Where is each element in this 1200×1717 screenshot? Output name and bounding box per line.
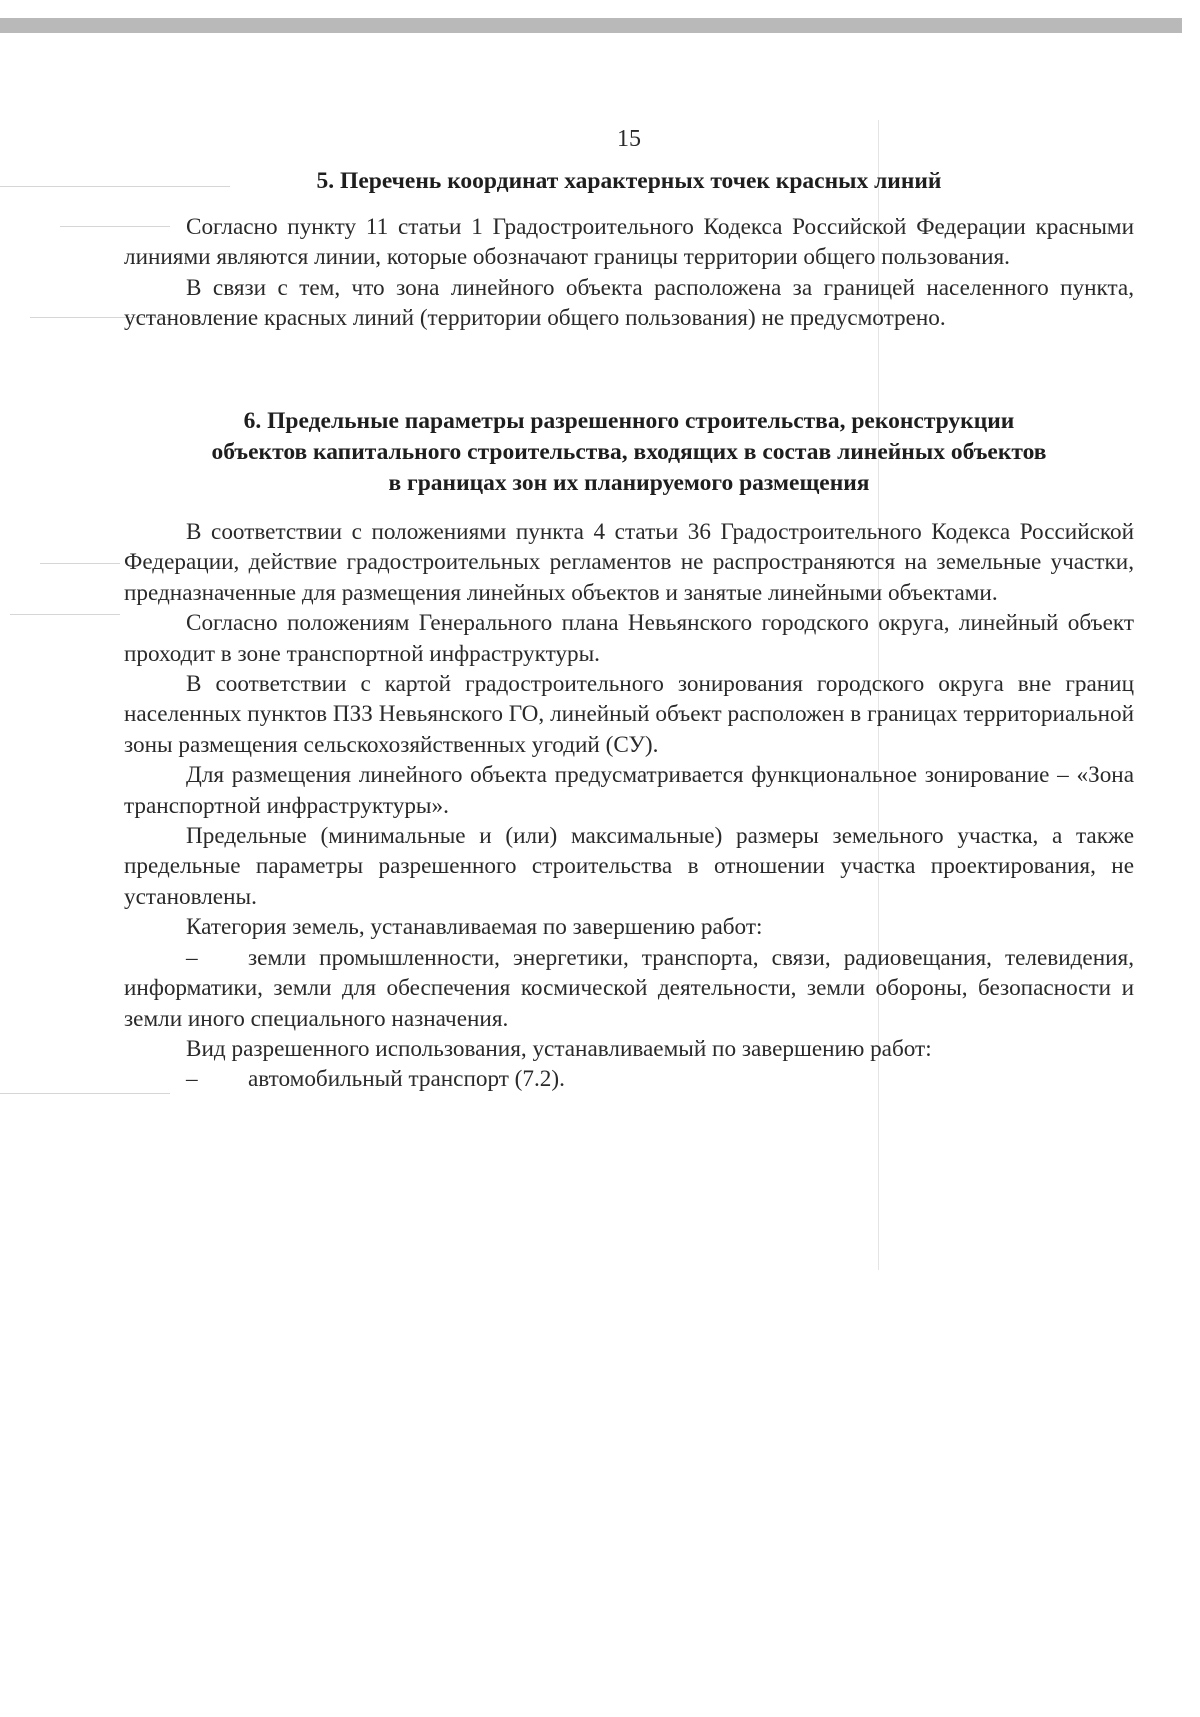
list-item-usage [124, 1064, 1134, 1094]
section-6-heading-line: объектов капитального строительства, входящих в состав линейных объектов [211, 439, 1047, 465]
scan-artifact [10, 614, 120, 615]
scan-top-bar [0, 18, 1182, 33]
paragraph: Предельные (минимальные и (или) максимальные) размеры земельного участка, а также предельные параметры разрешенного строительства в отношении участка проектирования, не установлены. [124, 823, 1134, 910]
paragraph-usage-label: Вид разрешенного использования, устанавливаемый по завершению работ: [186, 1035, 932, 1062]
section-6-heading-line: в границах зон их планируемого размещения [388, 470, 870, 496]
section-6 [124, 406, 1134, 1095]
section-6-heading-line: 6. Предельные параметры разрешенного строительства, реконструкции [243, 408, 1015, 434]
section-5-heading: 5. Перечень координат характерных точек красных линий [316, 168, 942, 194]
paragraph: В связи с тем, что зона линейного объекта расположена за границей населенного пункта, установление красных линий (территории общего пользования) не предусмотрено. [124, 274, 1134, 332]
list-item-text: автомобильный транспорт (7.2). [248, 1066, 565, 1093]
page-number: 15 [617, 126, 641, 152]
paragraph: Согласно пункту 11 статьи 1 Градостроительного Кодекса Российской Федерации красными линиями являются линии, которые обозначают границы территории общего пользования. [124, 214, 1134, 271]
paragraph: В соответствии с положениями пункта 4 статьи 36 Градостроительного Кодекса Российской Федерации, действие градостроительных регламентов не распространяются на земельные участки, предназначенные для размещения линейных объектов и занятые линейными объектами. [124, 519, 1134, 606]
paragraph: Для размещения линейного объекта предусматривается функциональное зонирование – «Зона транспортной инфраструктуры». [124, 762, 1134, 819]
list-item-text: земли промышленности, энергетики, транспорта, связи, радиовещания, телевидения, информатики, земли для обеспечения космической деятельности, земли обороны, безопасности и земли иного специального назначения. [124, 944, 1134, 1032]
paragraph: Согласно положениям Генерального плана Невьянского городского округа, линейный объект проходит в зоне транспортной инфраструктуры. [124, 610, 1134, 667]
scan-artifact [40, 563, 120, 564]
list-dash: – [186, 944, 198, 971]
paragraph: В соответствии с картой градостроительного зонирования городского округа вне границ населенных пунктов ПЗЗ Невьянского ГО, линейный объект расположен в границах территориальной зоны размещения сельскохозяйственных угодий (СУ). [124, 671, 1134, 758]
list-item-land-category [124, 943, 1134, 1034]
paragraph: Категория земель, устанавливаемая по завершению работ: [186, 914, 763, 941]
section-5 [124, 166, 1134, 334]
list-dash: – [186, 1066, 198, 1093]
